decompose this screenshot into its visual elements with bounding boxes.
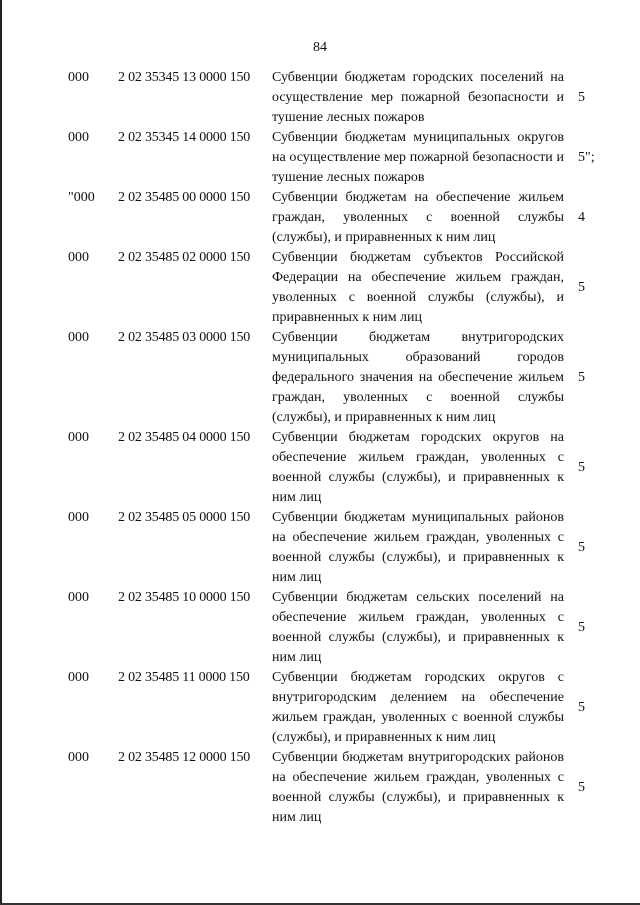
row-value: 5	[578, 700, 585, 715]
revenue-description: Субвенции бюджетам городских округов на обеспечение жильем граждан, уволенных с военной службы (службы), и приравненных к ним лиц	[272, 430, 564, 505]
revenue-description: Субвенции бюджетам внутригородских районов на обеспечение жильем граждан, уволенных с военной службы (службы), и приравненных к ним лиц	[272, 750, 564, 825]
admin-code: 000	[68, 590, 89, 605]
row-value: 5	[578, 280, 585, 295]
admin-code: 000	[68, 430, 89, 445]
revenue-description: Субвенции бюджетам на обеспечение жильем граждан, уволенных с военной службы (службы), и приравненных к ним лиц	[272, 190, 564, 245]
budget-classification-code: 2 02 35485 12 0000 150	[118, 750, 251, 765]
admin-code: 000	[68, 670, 89, 685]
admin-code: 000	[68, 510, 89, 525]
table-row	[0, 128, 640, 188]
row-value: 5	[578, 460, 585, 475]
row-value: 5	[578, 540, 585, 555]
budget-classification-code: 2 02 35485 04 0000 150	[118, 430, 251, 445]
row-value: 5	[578, 780, 585, 795]
table-row	[0, 328, 640, 428]
row-value: 5";	[578, 150, 595, 165]
budget-classification-code: 2 02 35485 05 0000 150	[118, 510, 251, 525]
table-row	[0, 68, 640, 128]
revenue-description: Субвенции бюджетам городских округов с внутригородским делением на обеспечение жильем граждан, уволенных с военной службы (службы), и приравненных к ним лиц	[272, 670, 564, 745]
row-value: 5	[578, 620, 585, 635]
budget-classification-code: 2 02 35485 02 0000 150	[118, 250, 251, 265]
budget-classification-code: 2 02 35345 14 0000 150	[118, 130, 251, 145]
admin-code: "000	[68, 190, 95, 205]
budget-classification-code: 2 02 35485 11 0000 150	[118, 670, 250, 685]
table-row	[0, 748, 640, 828]
revenue-description: Субвенции бюджетам городских поселений на осуществление мер пожарной безопасности и тушение лесных пожаров	[272, 70, 564, 125]
table-row	[0, 248, 640, 328]
admin-code: 000	[68, 330, 89, 345]
page-number: 84	[313, 40, 327, 55]
budget-classification-code: 2 02 35485 03 0000 150	[118, 330, 251, 345]
table-row	[0, 588, 640, 668]
table-row	[0, 668, 640, 748]
admin-code: 000	[68, 130, 89, 145]
row-value: 5	[578, 370, 585, 385]
admin-code: 000	[68, 70, 89, 85]
budget-classification-code: 2 02 35345 13 0000 150	[118, 70, 251, 85]
row-value: 4	[578, 210, 585, 225]
budget-classification-code: 2 02 35485 00 0000 150	[118, 190, 251, 205]
table-row	[0, 188, 640, 248]
table-row	[0, 428, 640, 508]
admin-code: 000	[68, 750, 89, 765]
budget-classification-code: 2 02 35485 10 0000 150	[118, 590, 251, 605]
revenue-description: Субвенции бюджетам муниципальных районов на обеспечение жильем граждан, уволенных с военной службы (службы), и приравненных к ним лиц	[272, 510, 564, 585]
budget-code-table	[0, 68, 640, 828]
revenue-description: Субвенции бюджетам муниципальных округов на осуществление мер пожарной безопасности и тушение лесных пожаров	[272, 130, 564, 185]
admin-code: 000	[68, 250, 89, 265]
revenue-description: Субвенции бюджетам сельских поселений на обеспечение жильем граждан, уволенных с военной службы (службы), и приравненных к ним лиц	[272, 590, 564, 665]
table-row	[0, 508, 640, 588]
row-value: 5	[578, 90, 585, 105]
revenue-description: Субвенции бюджетам внутригородских муниципальных образований городов федерального значения на обеспечение жильем граждан, уволенных с военной службы (службы), и приравненных к ним лиц	[272, 330, 564, 425]
revenue-description: Субвенции бюджетам субъектов Российской Федерации на обеспечение жильем граждан, уволенных с военной службы (службы), и приравненных к ним лиц	[272, 250, 564, 325]
